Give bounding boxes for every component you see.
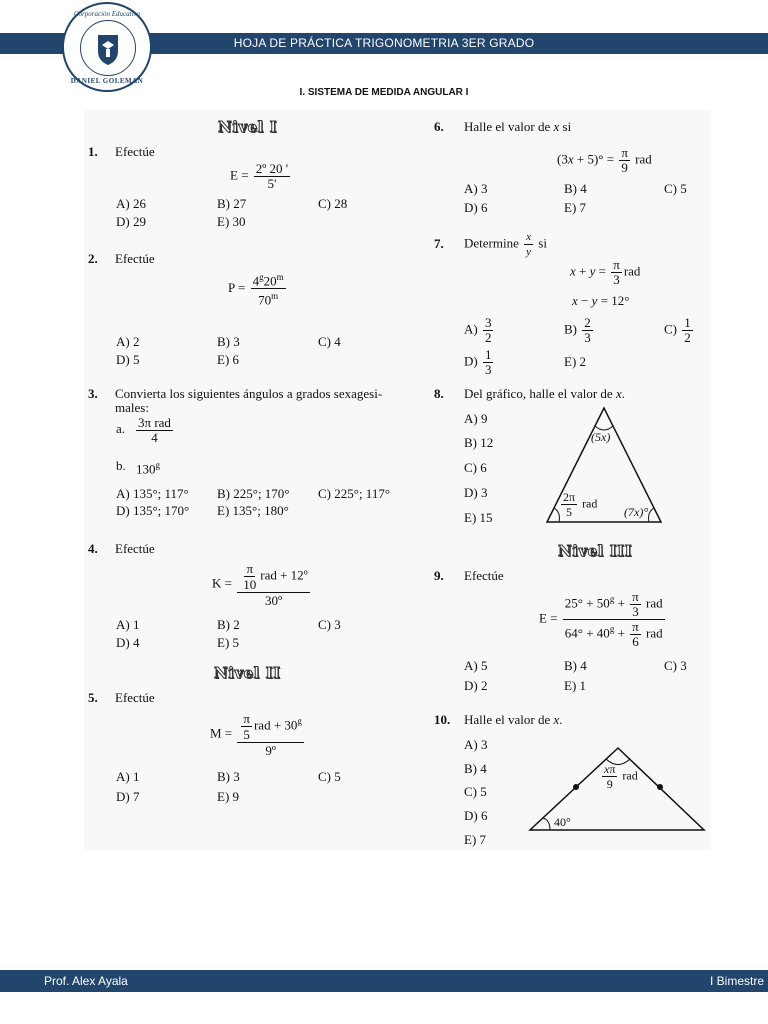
q9-expression: E = $25^\circ + 50^g$ + $\frac{\pi}{3}$ rad $64^\circ + 40^g$ + $\frac{\pi}{6}$ rad — [539, 589, 663, 649]
q7-option-c: C) $\frac{1}{2}$ — [664, 315, 691, 345]
q8-prompt-text: Del gráfico, halle el valor de — [464, 386, 613, 401]
q5-option-a: A) 1 — [116, 769, 140, 784]
q3-item-b-expression: 130$^g$ — [136, 460, 160, 477]
q1-prompt: Efectúe — [115, 144, 155, 159]
q2-prompt: Efectúe — [115, 251, 155, 266]
q3-prompt-line1: Convierta los siguientes ángulos a grados sexagesi- — [115, 386, 383, 401]
q7-option-a: A) $\frac{3}{2}$ — [464, 315, 492, 345]
q5-option-c: C) 5 — [318, 769, 341, 784]
q6-prompt-text: Halle el valor de — [464, 119, 551, 134]
q3-option-d: D) 135°; 170° — [116, 503, 190, 518]
q9-prompt: Efectúe — [464, 568, 504, 583]
q10-prompt: Halle el valor de x. — [464, 712, 563, 727]
q6-si: si — [562, 119, 572, 134]
q10-top-angle-label: $\frac{x\pi}{9}$ rad — [604, 762, 638, 791]
q6-option-e: E) 7 — [564, 200, 587, 215]
q8-option-c: C) 6 — [464, 460, 487, 475]
q2-option-a: A) 2 — [116, 334, 140, 349]
q3-prompt-line2: males: — [115, 400, 149, 415]
q4-number: 4. — [88, 541, 98, 556]
q6-option-b: B) 4 — [564, 181, 587, 196]
q8-left-unit: rad — [582, 496, 598, 511]
q2-option-c: C) 4 — [318, 334, 341, 349]
q10-option-a: A) 3 — [464, 737, 488, 752]
q10-option-b: B) 4 — [464, 761, 487, 776]
level-1-heading: Nivel I — [218, 118, 278, 136]
q10-option-c: C) 5 — [464, 784, 487, 799]
worksheet — [84, 110, 710, 850]
q1-expression: E = $\frac{\text{2º 20 '}}{5'}$ — [230, 161, 289, 191]
q10-unit: rad — [622, 768, 638, 783]
level-2-heading: Nivel II — [214, 664, 281, 682]
q4-option-b: B) 2 — [217, 617, 240, 632]
logo-shield-icon — [80, 20, 136, 76]
q8-top-angle-label — [591, 430, 610, 445]
q1-option-b: B) 27 — [217, 196, 247, 211]
q3-option-a: A) 135°; 117° — [116, 486, 189, 501]
q3-item-a-expression: $\frac{\text{3π rad}}{4}$ — [138, 415, 171, 445]
q8-top-angle-text: (5x) — [591, 430, 611, 444]
q1-option-d: D) 29 — [116, 214, 146, 229]
q6-variable: x — [553, 119, 560, 134]
q8-right-angle-text: (7x)° — [624, 505, 649, 519]
q9-option-e: E) 1 — [564, 678, 587, 693]
q7-number: 7. — [434, 236, 444, 251]
q7-prompt: Determine $\frac{x}{y}$ si — [464, 231, 547, 258]
q8-right-angle-label — [624, 505, 648, 520]
q4-option-a: A) 1 — [116, 617, 140, 632]
school-logo — [62, 2, 152, 92]
q5-option-e: E) 9 — [217, 789, 240, 804]
q10-left-angle-label: 40° — [554, 815, 571, 829]
q1-option-c: C) 28 — [318, 196, 348, 211]
q5-prompt: Efectúe — [115, 690, 155, 705]
q1-number: 1. — [88, 144, 98, 159]
page-title: HOJA DE PRÁCTICA TRIGONOMETRIA 3ER GRADO — [233, 36, 535, 50]
q2-option-e: E) 6 — [217, 352, 240, 367]
q4-option-c: C) 3 — [318, 617, 341, 632]
q8-option-e: E) 15 — [464, 510, 493, 525]
q7-si: si — [538, 235, 547, 251]
q6-prompt — [464, 119, 571, 134]
q10-option-d: D) 6 — [464, 808, 488, 823]
q3-option-e: E) 135°; 180° — [217, 503, 289, 518]
q10-number: 10. — [434, 712, 451, 727]
q7-option-e: E) 2 — [564, 354, 587, 369]
q9-option-a: A) 5 — [464, 658, 488, 673]
q1-option-e: E) 30 — [217, 214, 246, 229]
q10-option-e: E) 7 — [464, 832, 487, 847]
q7-option-d: D) $\frac{1}{3}$ — [464, 347, 492, 377]
footer-teacher: Prof. Alex Ayala — [44, 974, 128, 988]
q1-option-a: A) 26 — [116, 196, 146, 211]
q4-expression: K = $\frac{\pi}{10}$ rad + 12º 30º — [212, 561, 308, 608]
q7-option-b: B) $\frac{2}{3}$ — [564, 315, 591, 345]
q8-option-a: A) 9 — [464, 411, 488, 426]
q5-option-b: B) 3 — [217, 769, 240, 784]
q3-option-b: B) 225°; 170° — [217, 486, 290, 501]
logo-bottom-text: DANIEL GOLEMAN — [70, 77, 144, 85]
q5-expression: M = $\frac{\pi}{5}$ rad + $30^g$ 9º — [210, 711, 302, 758]
q4-prompt: Efectúe — [115, 541, 155, 556]
q8-left-angle-label: $\frac{2\pi}{5}$ rad — [563, 490, 598, 519]
q2-option-d: D) 5 — [116, 352, 140, 367]
q2-option-b: B) 3 — [217, 334, 240, 349]
level-3-heading: Nivel III — [558, 542, 633, 560]
q6-option-d: D) 6 — [464, 200, 488, 215]
q6-number: 6. — [434, 119, 444, 134]
q9-option-d: D) 2 — [464, 678, 488, 693]
q9-option-b: B) 4 — [564, 658, 587, 673]
q3-item-b-label: b. — [116, 458, 126, 473]
q2-expression: P = $\frac{4^g20^m}{70^m}$ — [228, 272, 284, 308]
section-title: I. SISTEMA DE MEDIDA ANGULAR I — [299, 87, 469, 98]
q4-option-d: D) 4 — [116, 635, 140, 650]
q3-number: 3. — [88, 386, 98, 401]
q10-prompt-text: Halle el valor de — [464, 712, 551, 727]
q6-option-c: C) 5 — [664, 181, 687, 196]
q7-equation-2: x − y = 12° — [572, 293, 630, 308]
q3-option-c: C) 225°; 117° — [318, 486, 391, 501]
q8-option-d: D) 3 — [464, 485, 488, 500]
logo-top-text: Corporación Educativa — [73, 10, 141, 18]
q5-number: 5. — [88, 690, 98, 705]
q8-prompt: Del gráfico, halle el valor de x. — [464, 386, 625, 401]
q6-option-a: A) 3 — [464, 181, 488, 196]
q8-option-b: B) 12 — [464, 435, 494, 450]
footer-term: I Bimestre — [709, 974, 764, 988]
q2-number: 2. — [88, 251, 98, 266]
q5-option-d: D) 7 — [116, 789, 140, 804]
q9-number: 9. — [434, 568, 444, 583]
q4-option-e: E) 5 — [217, 635, 240, 650]
q6-equation: (3x + 5)° = $\frac{\pi}{9}$ rad — [557, 145, 652, 175]
q8-number: 8. — [434, 386, 444, 401]
q7-equation-1: x + y = $\frac{\pi}{3}$ rad — [570, 257, 641, 287]
footer-bar — [0, 970, 768, 992]
q9-option-c: C) 3 — [664, 658, 687, 673]
q7-prompt-text: Determine — [464, 235, 519, 251]
q3-item-a-label: a. — [116, 421, 126, 436]
